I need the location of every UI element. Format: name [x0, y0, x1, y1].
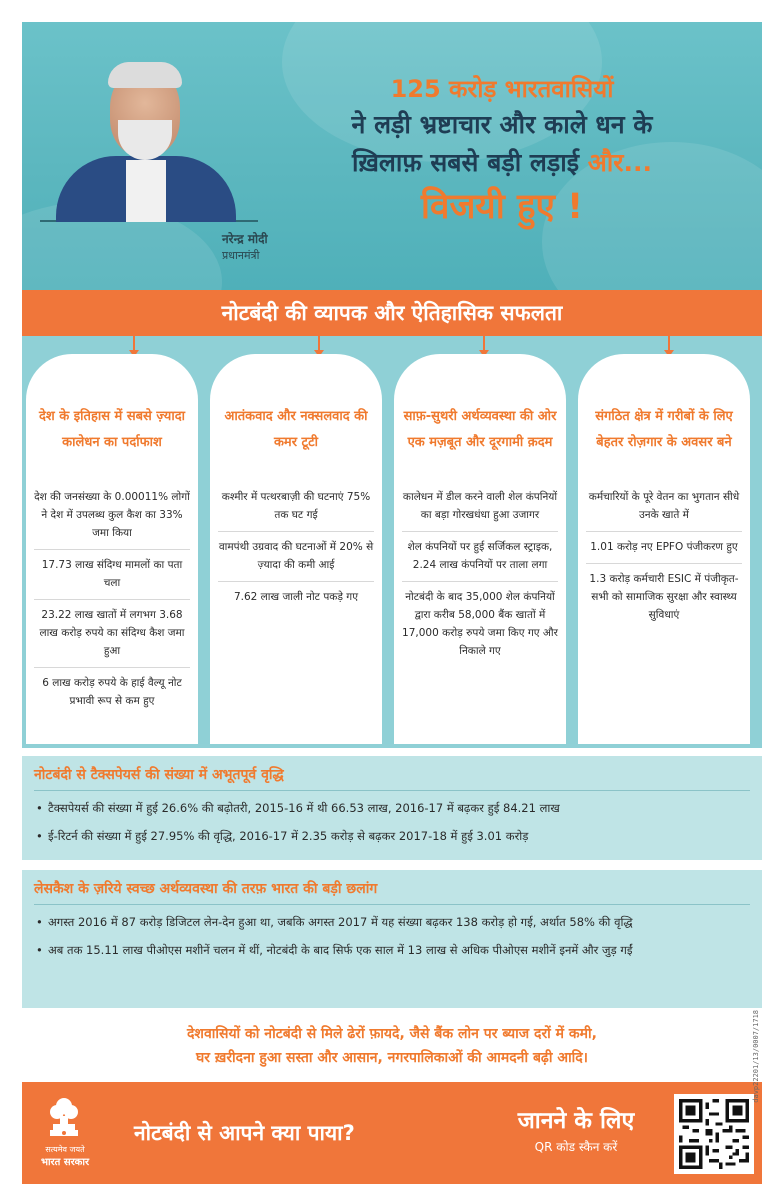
- section-title: नोटबंदी से टैक्सपेयर्स की संख्या में अभूतपूर्व वृद्धि: [34, 767, 284, 783]
- section-bullets: [34, 912, 746, 968]
- emblem-motto: सत्यमेव जयते: [45, 1145, 85, 1154]
- headline-line-3: [272, 144, 732, 182]
- column-items: [34, 482, 190, 717]
- qr-code-icon: [679, 1099, 749, 1169]
- pm-name: नरेन्द्र मोदी: [222, 232, 268, 246]
- column-title: साफ़-सुथरी अर्थव्यवस्था की ओर एक मज़बूत और दूरगामी क़दम: [403, 409, 557, 450]
- list-item: कश्मीर में पत्थरबाज़ी की घटनाएं 75% तक घट गई: [218, 482, 374, 532]
- list-item: देश की जनसंख्या के 0.00011% लोगों ने देश में उपलब्ध कुल कैश का 33% जमा किया: [34, 482, 190, 550]
- footer-question: नोटबंदी से आपने क्या पाया?: [134, 1121, 355, 1145]
- bullet-item: • अब तक 15.11 लाख पीओएस मशीनें चलन में थीं, नोटबंदी के बाद सिर्फ एक साल में 13 लाख से अधिक पीओएस मशीनें इनमें और जुड़ गईं: [34, 940, 746, 960]
- davp-code: davp22201/13/0007/1718: [752, 1010, 760, 1103]
- list-item: 23.22 लाख खातों में लगभग 3.68 लाख करोड़ रुपये का संदिग्ध कैश जमा हुआ: [34, 600, 190, 668]
- section-bullets: [34, 798, 746, 854]
- column-black-money: [26, 354, 198, 744]
- list-item: 17.73 लाख संदिग्ध मामलों का पता चला: [34, 550, 190, 600]
- poster: [22, 22, 762, 1184]
- achievement-columns: [22, 336, 762, 748]
- taxpayers-section: [22, 756, 762, 860]
- list-item: वामपंथी उग्रवाद की घटनाओं में 20% से ज़्यादा की कमी आई: [218, 532, 374, 582]
- benefits-text: [62, 1022, 722, 1070]
- list-item: नोटबंदी के बाद 35,000 शेल कंपनियों द्वारा करीब 58,000 बैंक खातों में 17,000 करोड़ रुपये जमा किए गए और निकाले गए: [402, 591, 558, 657]
- benefits-strip: [22, 1012, 762, 1082]
- list-item: 6 लाख करोड़ रुपये के हाई वैल्यू नोट प्रभावी रूप से कम हुए: [42, 677, 182, 707]
- list-item: 1.01 करोड़ नए EPFO पंजीकरण हुए: [586, 532, 742, 564]
- footer: [22, 1082, 762, 1184]
- column-clean-economy: [394, 354, 566, 744]
- government-label: भारत सरकार: [40, 1157, 90, 1168]
- column-items: [586, 482, 742, 631]
- bullet-item: • ई-रिटर्न की संख्या में हुई 27.95% की वृद्धि, 2016-17 में 2.35 करोड़ से बढ़कर 2017-18 में हुई 3.01 करोड़: [34, 826, 746, 846]
- ashoka-emblem-icon: [44, 1090, 84, 1140]
- column-title: संगठित क्षेत्र में गरीबों के लिए बेहतर रोज़गार के अवसर बने: [595, 409, 733, 450]
- pm-portrait: [40, 60, 258, 222]
- headline: [272, 72, 732, 232]
- headline-line-3-main: ख़िलाफ़ सबसे बड़ी लड़ाई: [351, 148, 588, 177]
- column-items: [218, 482, 374, 613]
- list-item: कर्मचारियों के पूरे वेतन का भुगतान सीधे उनके खाते में: [586, 482, 742, 532]
- bullet-item: • अगस्त 2016 में 87 करोड़ डिजिटल लेन-देन हुआ था, जबकि अगस्त 2017 में यह संख्या बढ़कर 138 करोड़ हो गई, अर्थात 58% की वृद्धि: [34, 912, 746, 932]
- list-item: 1.3 करोड़ कर्मचारी ESIC में पंजीकृत- सभी को सामाजिक सुरक्षा और स्वास्थ्य सुविधाएं: [589, 573, 739, 621]
- list-item: 7.62 लाख जाली नोट पकड़े गए: [233, 591, 359, 603]
- headline-victory: विजयी हुए !: [420, 187, 584, 227]
- banner-title: नोटबंदी की व्यापक और ऐतिहासिक सफलता: [221, 301, 563, 325]
- benefits-line-2: घर ख़रीदना हुआ सस्ता और आसान, नगरपालिकाओं की आमदनी बढ़ी आदि।: [196, 1050, 588, 1066]
- success-banner: [22, 290, 762, 336]
- know-more-label: जानने के लिए: [517, 1108, 635, 1134]
- section-title: लेसकैश के ज़रिये स्वच्छ अर्थव्यवस्था की तरफ़ भारत की बड़ी छलांग: [34, 881, 378, 897]
- column-title: आतंकवाद और नक्सलवाद की कमर टूटी: [224, 409, 368, 450]
- headline-line-1: 125 करोड़ भारतवासियों: [390, 75, 614, 103]
- list-item: शेल कंपनियों पर हुई सर्जिकल स्ट्राइक, 2.24 लाख कंपनियों पर ताला लगा: [402, 532, 558, 582]
- bullet-item: • टैक्सपेयर्स की संख्या में हुई 26.6% की बढ़ोतरी, 2015-16 में थी 66.53 लाख, 2016-17 में बढ़कर हुई 84.21 लाख: [34, 798, 746, 818]
- pm-title: प्रधानमंत्री: [222, 249, 260, 262]
- column-employment: [578, 354, 750, 744]
- list-item: कालेधन में डील करने वाली शेल कंपनियों का बड़ा गोरखधंधा हुआ उजागर: [402, 482, 558, 532]
- column-title: देश के इतिहास में सबसे ज़्यादा कालेधन का पर्दाफाश: [39, 409, 185, 450]
- hero-section: [22, 22, 762, 290]
- column-terrorism: [210, 354, 382, 744]
- headline-line-2: ने लड़ी भ्रष्टाचार और काले धन के: [351, 110, 653, 139]
- lesscash-section: [22, 870, 762, 1008]
- benefits-line-1: देशवासियों को नोटबंदी से मिले ढेरों फ़ायदे, जैसे बैंक लोन पर ब्याज दरों में कमी,: [186, 1026, 597, 1042]
- qr-code[interactable]: [674, 1094, 754, 1174]
- column-items: [402, 482, 558, 667]
- headline-line-3-accent: और...: [587, 148, 652, 177]
- scan-qr-label: QR कोड स्कैन करें: [534, 1140, 618, 1154]
